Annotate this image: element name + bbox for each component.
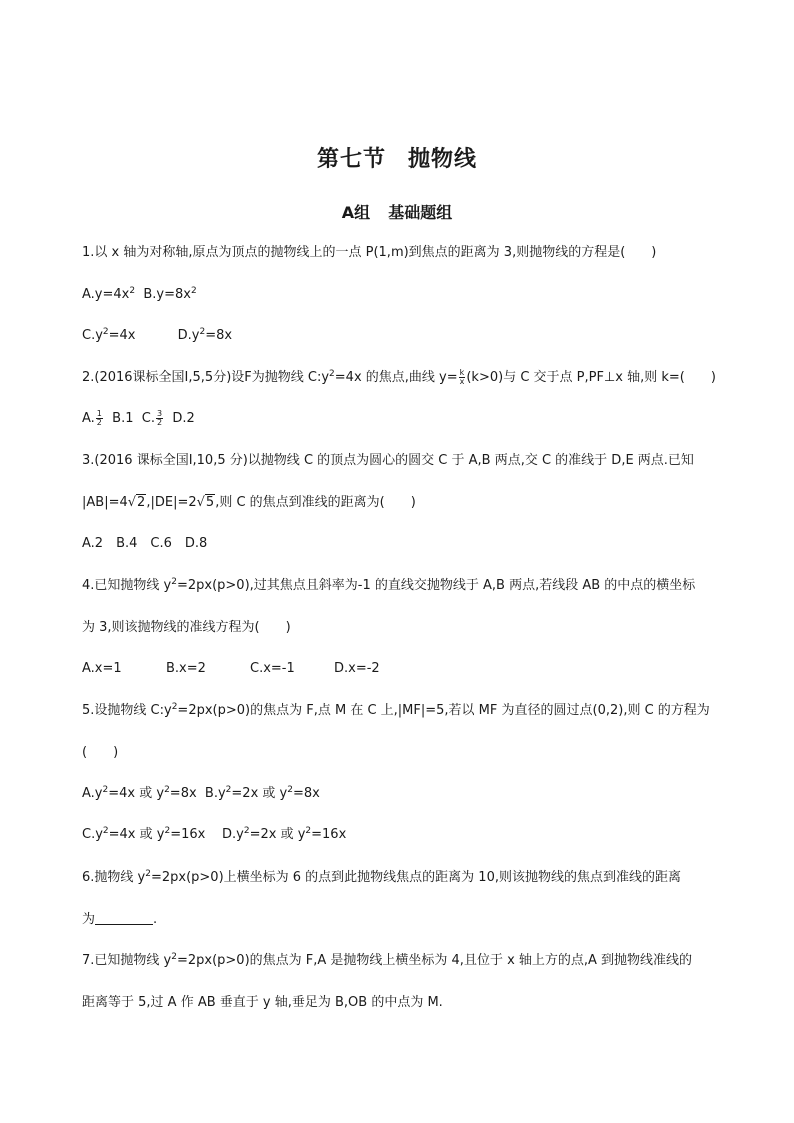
question-4-stem-line-2: 为 3,则该抛物线的准线方程为( ) — [82, 620, 291, 635]
question-5-stem-line-1: 5.设抛物线 $C:y^2=2px(p>0)$的焦点为 F,点 M 在 C 上,|MF|=5,若以 MF 为直径的圆过点(0,2),则 C 的方程为 — [82, 702, 710, 718]
option-c: $C.y^2=4x$ 或 $y^2=16x$ — [82, 826, 206, 842]
option-d: D.x=-2 — [334, 661, 380, 676]
question-4-options — [82, 661, 380, 677]
option-a: A.x=1 — [82, 661, 122, 676]
group-name: 基础题组 — [388, 203, 453, 222]
group-label: A组 — [341, 203, 371, 222]
page-title — [0, 142, 794, 173]
fraction-k-over-x: $\frac{k}{x}$ — [459, 368, 465, 386]
question-5-stem-line-2: ( ) — [82, 745, 119, 760]
section-number: 第七节 — [316, 147, 386, 172]
question-1-options-cd — [82, 328, 232, 344]
group-heading — [0, 200, 794, 223]
question-3-stem-line-2: |AB|=4√2,|DE|=2√5,则 C 的焦点到准线的距离为( ) — [82, 495, 416, 510]
answer-blank[interactable] — [95, 912, 153, 925]
option-d: D.2 — [172, 411, 195, 426]
option-c: C. $\frac{3}{2}$ — [141, 409, 163, 427]
option-d: $D.y^2=8x$ — [177, 327, 233, 343]
question-7-stem-line-1: 7.已知抛物线 $y^2=2px(p>0)$的焦点为 F,A 是抛物线上横坐标为 4,且位于 x 轴上方的点,A 到抛物线准线的 — [82, 952, 693, 968]
option-b: $B.y=8x^2$ — [143, 286, 197, 302]
question-1-stem: 1.以 x 轴为对称轴,原点为顶点的抛物线上的一点 P(1,m)到焦点的距离为 3,则抛物线的方程是( ) — [82, 245, 657, 260]
option-b: B.1 — [112, 411, 134, 426]
sqrt-5: √5 — [196, 495, 215, 510]
question-7-stem-line-2: 距离等于 5,过 A 作 AB 垂直于 y 轴,垂足为 B,OB 的中点为 M. — [82, 995, 443, 1010]
question-6-stem-line-1: 6.抛物线 $y^2=2px(p>0)$上横坐标为 6 的点到此抛物线焦点的距离为 10,则该抛物线的焦点到准线的距离 — [82, 869, 681, 885]
option-a: A. $\frac{1}{2}$ — [82, 409, 102, 427]
question-1-options-ab — [82, 287, 197, 303]
section-topic: 抛物线 — [408, 147, 478, 172]
question-5-options-ab — [82, 786, 320, 802]
question-3-stem-line-1: 3.(2016 课标全国Ⅰ,10,5 分)以抛物线 C 的顶点为圆心的圆交 C 于 A,B 两点,交 C 的准线于 D,E 两点.已知 — [82, 453, 694, 468]
question-5-options-cd — [82, 827, 346, 843]
option-b: B.x=2 — [166, 661, 206, 676]
option-c: $C.y^2=4x$ — [82, 327, 136, 343]
question-2-stem: 2.(2016课标全国Ⅰ,5,5分)设F为抛物线 $C:y^2=4x$ 的焦点,曲线 y= $\frac{k}{x}$ (k>0)与 C 交于点 P,PF⊥x 轴,则 k=( ) — [82, 368, 716, 386]
option-d: $D.y^2=2x$ 或 $y^2=16x$ — [222, 826, 347, 842]
question-2-options — [82, 410, 195, 427]
question-4-stem-line-1: 4.已知抛物线 $y^2=2px(p>0)$,过其焦点且斜率为-1 的直线交抛物线于 A,B 两点,若线段 AB 的中点的横坐标 — [82, 577, 696, 593]
option-c: C.x=-1 — [250, 661, 295, 676]
option-a: $A.y^2=4x$ 或 $y^2=8x$ — [82, 785, 197, 801]
option-b: $B.y^2=2x$ 或 $y^2=8x$ — [204, 785, 320, 801]
question-6-stem-line-2: 为 . — [82, 912, 158, 927]
sqrt-2: √2 — [127, 495, 146, 510]
option-a: $A.y=4x^2$ — [82, 286, 136, 302]
question-3-options: A.2 B.4 C.6 D.8 — [82, 536, 208, 551]
